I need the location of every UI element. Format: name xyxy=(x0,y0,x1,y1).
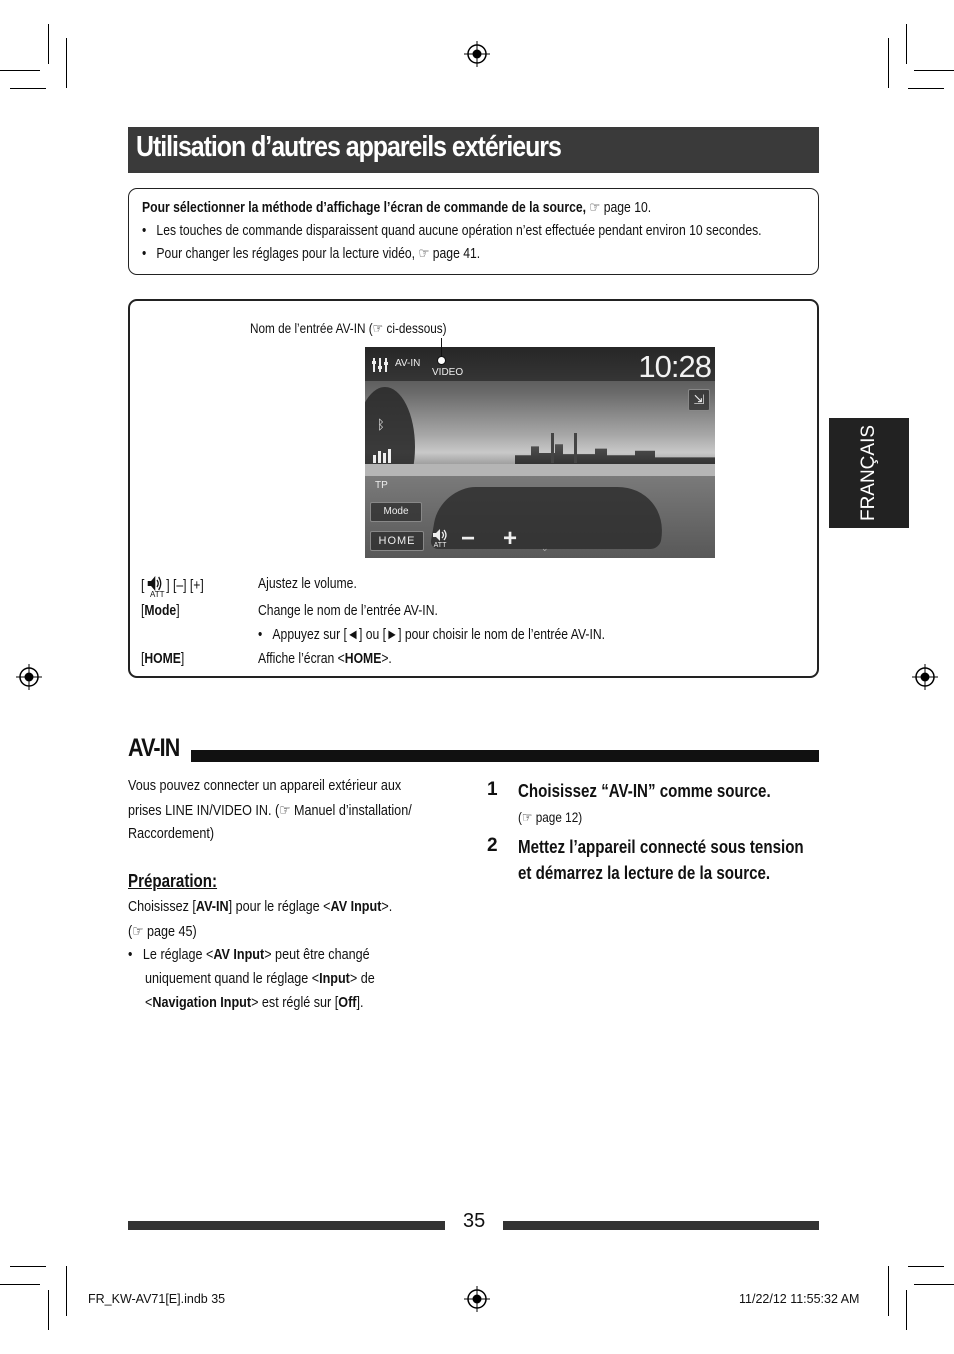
prep-bold: Navigation Input xyxy=(152,994,252,1011)
audio-level-icon xyxy=(372,447,392,463)
crop-mark xyxy=(0,1284,40,1285)
prep-text: Le réglage < xyxy=(142,946,214,963)
intro-line: Vous pouvez connecter un appareil extérieur aux xyxy=(128,777,402,794)
prep-text: < xyxy=(145,994,153,1011)
crop-mark xyxy=(888,38,889,88)
page-title-bar xyxy=(128,127,819,173)
crop-mark xyxy=(914,1284,954,1285)
footer-rule-left xyxy=(128,1221,445,1230)
crop-mark xyxy=(10,88,46,89)
mode-key-text: Mode xyxy=(144,603,177,619)
prep-bullet-cont xyxy=(145,970,375,987)
note-bullet-text: Pour changer les réglages pour la lecture vidéo, ☞ page 41. xyxy=(156,246,481,262)
callout-line xyxy=(441,338,442,358)
legend-key-home: [HOME] xyxy=(141,651,185,667)
aspect-ratio-icon: ⇲ xyxy=(693,392,705,407)
slug-right: 11/22/12 11:55:32 AM xyxy=(739,1292,860,1306)
note-box xyxy=(128,188,819,275)
prep-bold: Input xyxy=(319,970,350,987)
crop-mark xyxy=(66,38,67,88)
speaker-icon xyxy=(432,528,448,542)
note-bullet-text: Les touches de commande disparaissent quand aucune opération n’est effectuée pendant environ 10 secondes. xyxy=(156,223,762,239)
crop-mark xyxy=(906,24,907,64)
legend-key-mode: [Mode] xyxy=(141,603,180,619)
crop-mark xyxy=(0,70,40,71)
av-in-screen-image xyxy=(365,347,715,558)
step-number: 1 xyxy=(487,779,498,800)
aspect-ratio-button[interactable] xyxy=(688,389,710,411)
source-label: AV-IN xyxy=(395,358,421,369)
city-skyline xyxy=(515,442,715,464)
preparation-title: Préparation: xyxy=(128,871,218,891)
prep-text: Choisissez [ xyxy=(128,898,196,915)
page-title: Utilisation d’autres appareils extérieurs xyxy=(136,131,561,163)
intro-line: Raccordement) xyxy=(128,825,215,842)
prep-bold: AV-IN xyxy=(195,898,229,915)
crop-mark xyxy=(888,1266,889,1316)
bridge-shape xyxy=(551,433,577,463)
att-label: ATT xyxy=(433,542,447,549)
crop-mark xyxy=(48,24,49,64)
legend-att-label: ATT xyxy=(150,590,165,599)
note-heading-text: Pour sélectionner la méthode d’affichage l’écran de commande de la source, xyxy=(142,200,587,216)
prep-text: > est réglé sur [ xyxy=(251,994,339,1011)
note-bullet: • Pour changer les réglages pour la lecture vidéo, ☞ page 41. xyxy=(142,246,481,262)
prep-bold: AV Input xyxy=(330,898,382,915)
chevron-down-icon: ⌄ xyxy=(541,543,549,553)
crop-mark xyxy=(48,1290,49,1330)
volume-keys-text: ] [–] [+] xyxy=(166,578,204,594)
volume-up-button[interactable]: + xyxy=(503,525,518,552)
volume-down-button[interactable]: − xyxy=(461,525,476,552)
callout-dot xyxy=(437,356,446,365)
registration-mark-icon xyxy=(16,664,42,690)
prep-bullet-cont xyxy=(145,994,363,1011)
intro-line: prises LINE IN/VIDEO IN. (☞ Manuel d’installation/ xyxy=(128,802,412,819)
home-button[interactable]: HOME xyxy=(370,531,424,551)
prep-bullet: • Le réglage <AV Input> peut être changé xyxy=(128,946,370,963)
callout-label: Nom de l’entrée AV-IN (☞ ci-dessous) xyxy=(250,320,447,336)
prep-text: > de xyxy=(349,970,375,987)
prep-text: > peut être changé xyxy=(264,946,370,963)
prep-bold: Off xyxy=(338,994,357,1011)
language-tab xyxy=(829,418,909,528)
bluetooth-icon: ᛒ xyxy=(377,417,385,432)
note-heading-ref: ☞ page 10. xyxy=(589,200,652,216)
page-number: 35 xyxy=(463,1210,486,1232)
prep-line xyxy=(128,898,392,915)
att-button[interactable] xyxy=(427,527,453,554)
note-bullet: • Les touches de commande disparaissent quand aucune opération n’est effectuée pendant environ 10 secondes. xyxy=(142,223,762,239)
home-desc-pre: Affiche l’écran < xyxy=(258,651,345,667)
footer-rule-right xyxy=(503,1221,819,1230)
registration-mark-icon xyxy=(464,1286,490,1312)
crop-mark xyxy=(906,1290,907,1330)
clock-display: 10:28 xyxy=(638,349,711,384)
step-text: Choisissez “AV-IN” comme source. xyxy=(518,781,771,801)
step-text: et démarrez la lecture de la source. xyxy=(518,863,771,883)
input-name-label: VIDEO xyxy=(432,367,464,378)
prep-text: uniquement quand le réglage < xyxy=(145,970,320,987)
legend-desc: Ajustez le volume. xyxy=(258,576,357,592)
equalizer-icon[interactable] xyxy=(371,356,389,374)
crop-mark xyxy=(908,1266,944,1267)
home-key-text: HOME xyxy=(144,651,181,667)
step-number: 2 xyxy=(487,835,498,856)
crop-mark xyxy=(914,70,954,71)
step-text: Mettez l’appareil connecté sous tension xyxy=(518,837,804,857)
tp-indicator: TP xyxy=(375,480,388,491)
home-desc-bold: HOME xyxy=(344,651,382,667)
prep-text: ] pour le réglage < xyxy=(228,898,331,915)
mode-button[interactable]: Mode xyxy=(370,502,422,522)
prep-line: (☞ page 45) xyxy=(128,923,197,940)
registration-mark-icon xyxy=(912,664,938,690)
water-shape xyxy=(365,464,715,476)
prep-text: ]. xyxy=(356,994,364,1011)
crop-mark xyxy=(66,1266,67,1316)
note-heading xyxy=(142,200,651,216)
legend-sub-text: Appuyez sur [◄] ou [►] pour choisir le nom de l’entrée AV-IN. xyxy=(272,627,606,643)
crop-mark xyxy=(908,88,944,89)
prep-text: >. xyxy=(381,898,393,915)
slug-left: FR_KW-AV71[E].indb 35 xyxy=(88,1292,226,1306)
crop-mark xyxy=(10,1266,46,1267)
home-desc-post: >. xyxy=(381,651,392,667)
legend-key-volume: [ ] [–] [+] xyxy=(141,574,204,594)
legend-desc xyxy=(258,651,392,667)
section-rule xyxy=(191,750,819,762)
registration-mark-icon xyxy=(464,41,490,67)
legend-sub-bullet: • Appuyez sur [◄] ou [►] pour choisir le nom de l’entrée AV-IN. xyxy=(258,627,606,643)
step-ref: (☞ page 12) xyxy=(518,809,583,825)
legend-desc: Change le nom de l’entrée AV-IN. xyxy=(258,603,438,619)
prep-bold: AV Input xyxy=(213,946,265,963)
section-heading: AV-IN xyxy=(128,734,180,762)
language-tab-label: FRANÇAIS xyxy=(858,424,879,522)
